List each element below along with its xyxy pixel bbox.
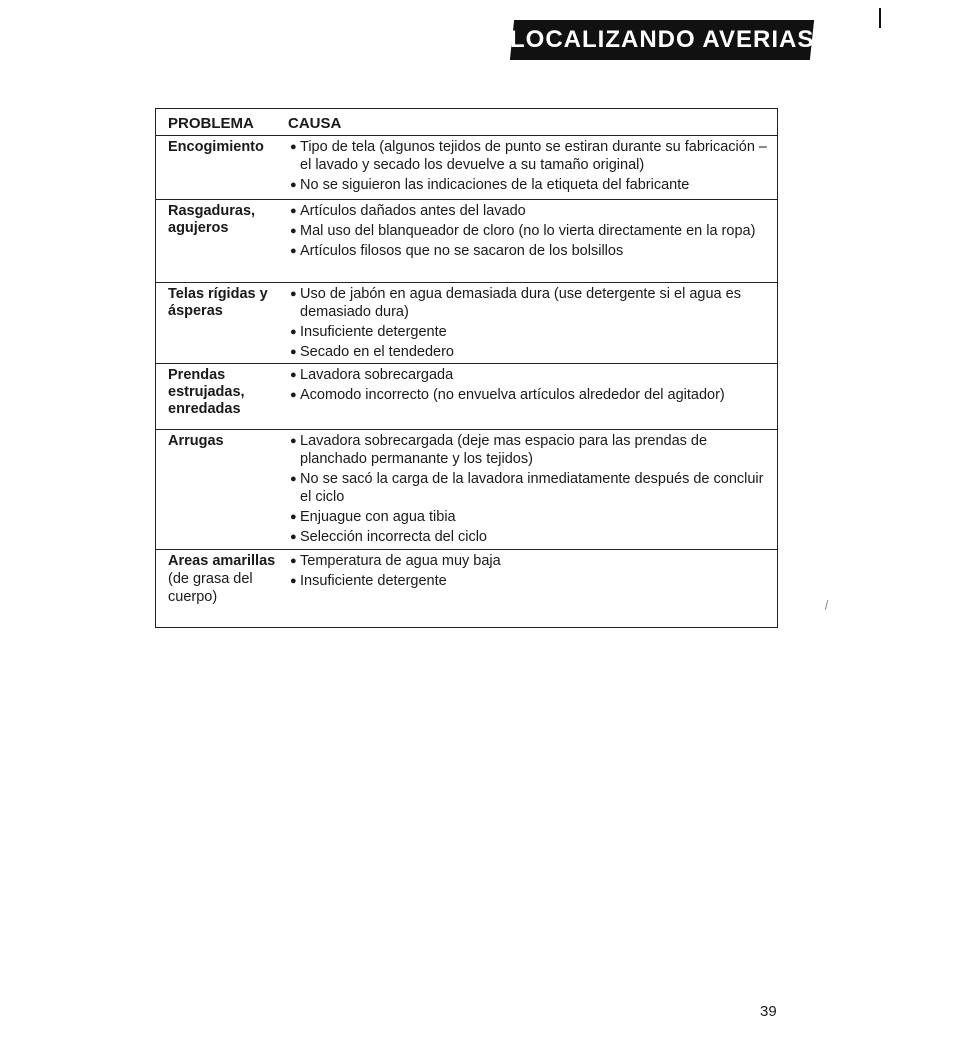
table-row-encogimiento [156, 135, 777, 200]
table-row-telas-rigidas [156, 282, 777, 364]
bullet-icon: ● [290, 555, 297, 567]
problem-label: Prendas estrujadas, enredadas [168, 367, 245, 417]
problem-note: (de grasa del cuerpo) [168, 571, 253, 605]
cause-list [288, 432, 774, 548]
cause-item: ● Insuficiente detergente [290, 324, 447, 340]
cause-item: ● Secado en el tendedero [290, 344, 454, 360]
problem-label [168, 553, 283, 606]
bullet-icon: ● [290, 575, 297, 587]
table-row-rasgaduras [156, 199, 777, 283]
cause-item: ● Acomodo incorrecto (no envuelva artículos alrededor del agitador) [290, 387, 725, 403]
bullet-icon: ● [290, 369, 297, 381]
cause-item: ● No se sacó la carga de la lavadora inmediatamente después de concluir el ciclo [290, 471, 764, 505]
cause-item: ● Enjuague con agua tibia [290, 509, 456, 525]
bullet-icon: ● [290, 288, 297, 300]
problem-label: Telas rígidas y ásperas [168, 286, 268, 319]
column-header-cause: CAUSA [288, 115, 342, 132]
bullet-icon: ● [290, 326, 297, 338]
cause-list [288, 138, 774, 196]
cause-list [288, 552, 774, 592]
cause-item: ● Lavadora sobrecargada (deje mas espacio para las prendas de planchado permanante y los tejidos) [290, 433, 708, 467]
cause-item: ● Artículos dañados antes del lavado [290, 203, 526, 219]
section-title-banner [510, 20, 814, 60]
cause-item: ● Artículos filosos que no se sacaron de los bolsillos [290, 243, 624, 259]
cause-item: ● Tipo de tela (algunos tejidos de punto se estiran durante su fabricación – el lavado y secado los devuelve a su tamaño original) [290, 139, 767, 173]
cause-item: ● Insuficiente detergente [290, 573, 447, 589]
bullet-icon: ● [290, 225, 297, 237]
crop-mark [879, 8, 881, 28]
bullet-icon: ● [290, 531, 297, 543]
cause-item: ● Mal uso del blanqueador de cloro (no lo vierta directamente en la ropa) [290, 223, 756, 239]
cause-item: ● Selección incorrecta del ciclo [290, 529, 487, 545]
cause-list [288, 285, 774, 363]
problem-title: Areas amarillas [168, 553, 276, 569]
page-number: 39 [760, 1003, 777, 1020]
bullet-icon: ● [290, 179, 297, 191]
problem-label: Encogimiento [168, 139, 264, 155]
bullet-icon: ● [290, 205, 297, 217]
column-header-problem: PROBLEMA [168, 115, 254, 132]
scan-mark [825, 600, 829, 610]
cause-item: ● Temperatura de agua muy baja [290, 553, 501, 569]
bullet-icon: ● [290, 389, 297, 401]
problem-label: Arrugas [168, 433, 224, 449]
bullet-icon: ● [290, 141, 297, 153]
section-title: LOCALIZANDO AVERIAS [509, 26, 815, 53]
cause-item: ● Lavadora sobrecargada [290, 367, 454, 383]
troubleshooting-table [155, 108, 778, 628]
table-row-arrugas [156, 429, 777, 550]
table-header-row [156, 109, 777, 136]
cause-list [288, 366, 774, 406]
bullet-icon: ● [290, 511, 297, 523]
cause-item: ● Uso de jabón en agua demasiada dura (use detergente si el agua es demasiado dura) [290, 286, 741, 320]
bullet-icon: ● [290, 473, 297, 485]
problem-label: Rasgaduras, agujeros [168, 203, 256, 236]
table-row-areas-amarillas [156, 549, 777, 627]
bullet-icon: ● [290, 346, 297, 358]
cause-list [288, 202, 774, 262]
bullet-icon: ● [290, 245, 297, 257]
cause-item: ● No se siguieron las indicaciones de la etiqueta del fabricante [290, 177, 690, 193]
table-row-prendas-estrujadas [156, 363, 777, 430]
bullet-icon: ● [290, 435, 297, 447]
